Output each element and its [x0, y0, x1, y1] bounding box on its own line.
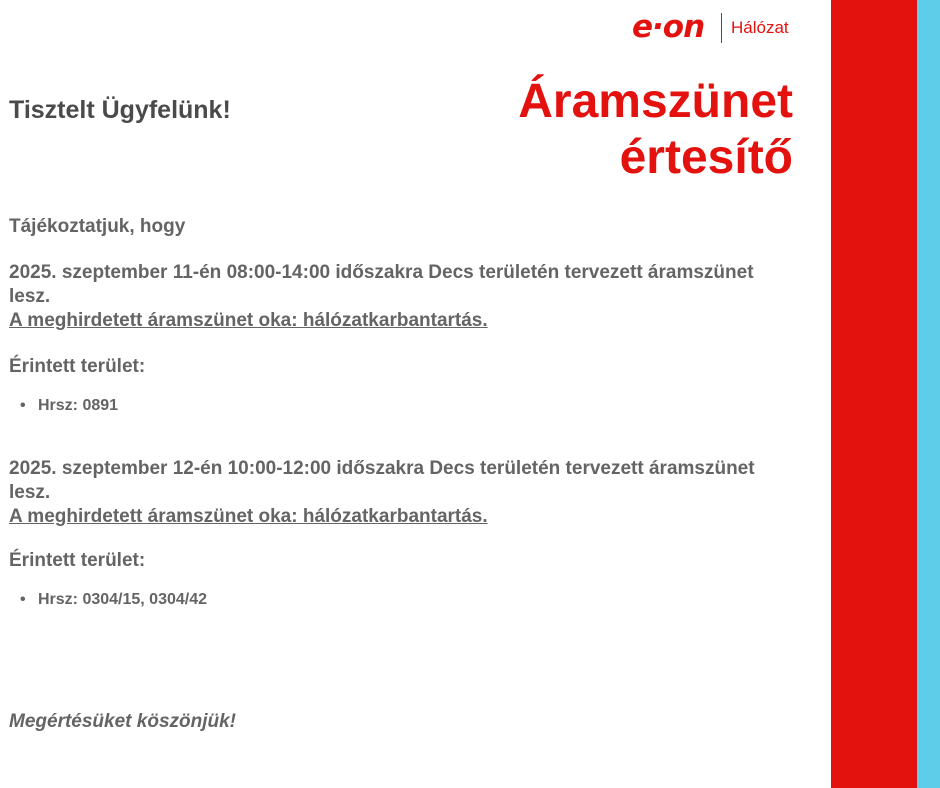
notice-2-reason: A meghirdetett áramszünet oka: hálózatkarbantartás.: [9, 506, 488, 527]
notice-2-area-label: Érintett terület:: [9, 550, 146, 571]
eon-logo-subtitle: Hálózat: [731, 18, 789, 37]
notice-1-area-label: Érintett terület:: [9, 356, 146, 377]
blue-side-stripe: [917, 0, 940, 788]
notice-2-area-list: [20, 589, 207, 611]
list-item: • Hrsz: 0891: [20, 395, 118, 417]
red-side-stripe: [831, 0, 917, 788]
logo-divider: [721, 13, 722, 43]
intro-text: Tájékoztatjuk, hogy: [9, 216, 186, 237]
headline-line-2: értesítő: [619, 131, 793, 184]
headline-line-1: Áramszünet: [518, 75, 793, 128]
greeting: Tisztelt Ügyfelünk!: [9, 96, 231, 124]
notice-1-area-list: [20, 395, 118, 417]
notice-2: [9, 457, 789, 529]
notice-2-text: 2025. szeptember 12-én 10:00-12:00 időszakra Decs területén tervezett áramszünet lesz.: [9, 458, 755, 503]
list-item: • Hrsz: 0304/15, 0304/42: [20, 589, 207, 611]
headline: [518, 74, 793, 186]
notice-1: [9, 261, 789, 333]
notice-1-text: 2025. szeptember 11-én 08:00-14:00 időszakra Decs területén tervezett áramszünet lesz.: [9, 262, 754, 307]
eon-logo: [632, 8, 797, 48]
eon-logo-wordmark: e·on: [632, 9, 705, 45]
closing-text: Megértésüket köszönjük!: [9, 711, 236, 732]
notice-1-reason: A meghirdetett áramszünet oka: hálózatkarbantartás.: [9, 310, 488, 331]
